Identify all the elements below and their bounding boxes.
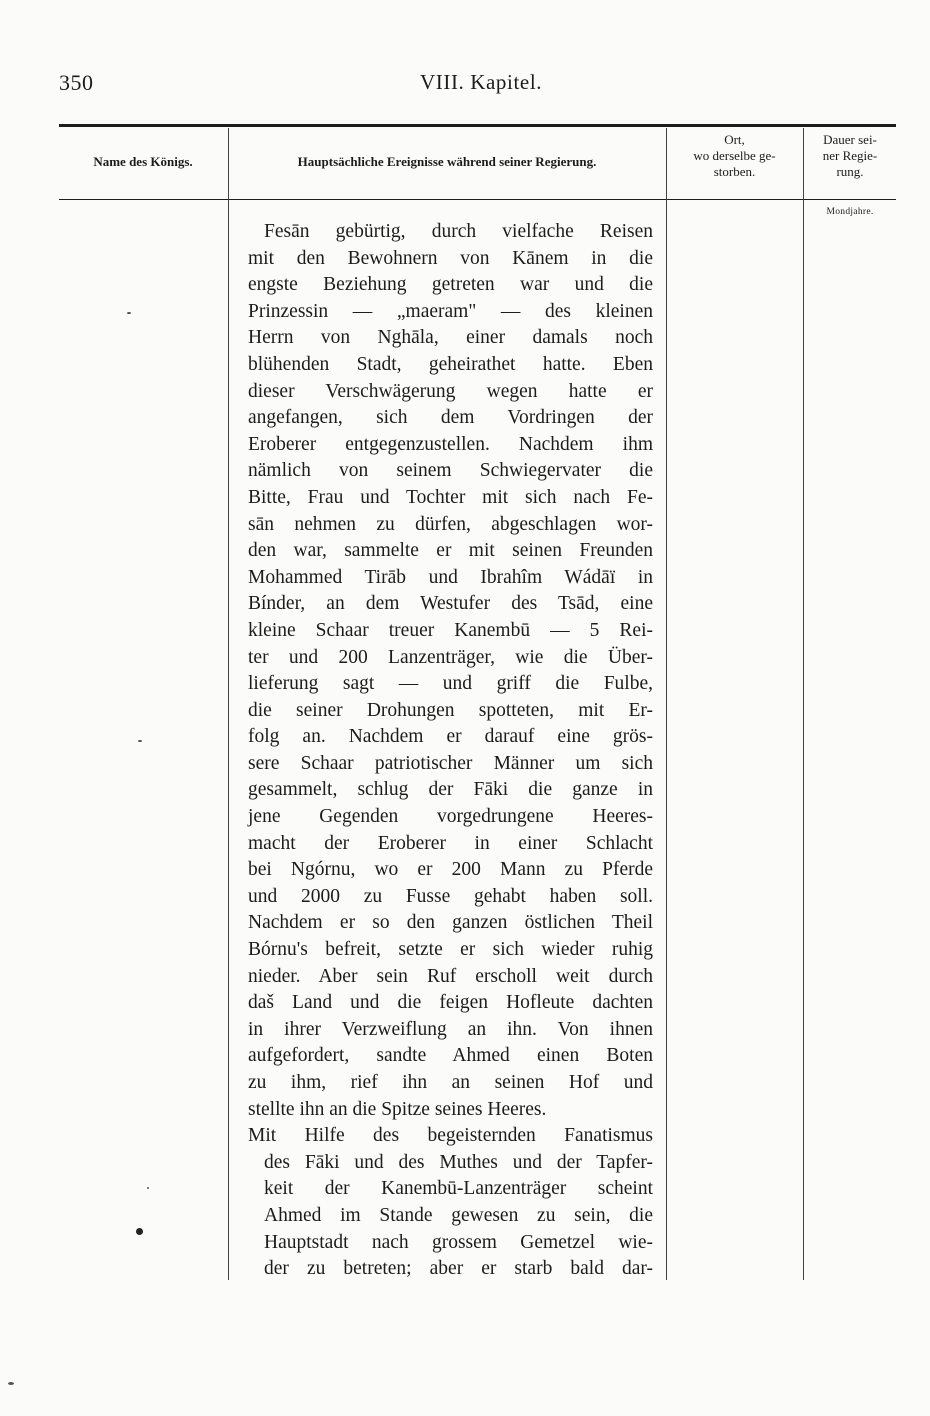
text-line: der zu betreten; aber er starb bald dar- [264, 1258, 653, 1280]
text-line: nämlich von seinem Schwiegervater die [248, 460, 653, 482]
text-line: blühenden Stadt, geheirathet hatte. Eben [248, 353, 653, 375]
column-header-place-of-death [667, 132, 802, 180]
text-line: macht der Eroberer in einer Schlacht [248, 832, 653, 854]
margin-speck [138, 740, 142, 742]
column-header-reign-duration [804, 132, 896, 180]
text-line: Bínder, an dem Westufer des Tsād, eine [248, 593, 653, 615]
text-line: Ahmed im Stande gewesen zu sein, die [264, 1204, 653, 1226]
text-line: Hauptstadt nach grossem Gemetzel wie- [264, 1231, 653, 1253]
column-header-duration-line-1: Dauer sei- [823, 132, 877, 147]
running-head: VIII. Kapitel. [420, 70, 543, 94]
text-line: den war, sammelte er mit seinen Freunden [248, 540, 653, 562]
text-line: aufgefordert, sandte Ahmed einen Boten [248, 1045, 653, 1067]
text-line: des Fāki und des Muthes und der Tapfer- [264, 1151, 653, 1173]
column-divider [803, 128, 804, 1280]
text-line: ter und 200 Lanzenträger, wie die Über- [248, 646, 653, 668]
text-line: die seiner Drohungen spotteten, mit Er- [248, 699, 653, 721]
margin-speck [136, 1228, 143, 1235]
table-top-rule [59, 124, 896, 127]
text-line: dieser Verschwägerung wegen hatte er [248, 380, 653, 402]
column-divider [666, 128, 667, 1280]
text-line: Mit Hilfe des begeisternden Fanatismus [248, 1125, 653, 1147]
column-divider [228, 128, 229, 1280]
text-line: sān nehmen zu dürfen, abgeschlagen wor- [248, 513, 653, 535]
text-line: Nachdem er so den ganzen östlichen Theil [248, 912, 653, 934]
table-header-rule [59, 199, 896, 200]
text-line: in ihrer Verzweiflung an ihn. Von ihnen [248, 1018, 653, 1040]
text-line: Eroberer entgegenzustellen. Nachdem ihm [248, 433, 653, 455]
margin-speck [147, 1187, 149, 1189]
text-line: angefangen, sich dem Vordringen der [248, 407, 653, 429]
page-number: 350 [59, 70, 94, 95]
text-line: keit der Kanembū-Lanzenträger scheint [264, 1178, 653, 1200]
column-header-place-line-2: wo derselbe ge- [693, 148, 776, 163]
text-line: nieder. Aber sein Ruf erscholl weit durch [248, 965, 653, 987]
text-line: Bórnu's befreit, setzte er sich wieder ruhig [248, 939, 653, 961]
text-line: zu ihm, rief ihn an seinen Hof und [248, 1072, 653, 1093]
text-line: engste Beziehung getreten war und die [248, 274, 653, 296]
text-line: kleine Schaar treuer Kanembū — 5 Rei- [248, 619, 653, 641]
events-text-block [248, 219, 653, 1283]
text-line: Bitte, Frau und Tochter mit sich nach Fe- [248, 486, 653, 508]
margin-speck [8, 1382, 14, 1385]
text-line: jene Gegenden vorgedrungene Heeres- [248, 806, 653, 828]
text-line: Mohammed Tirāb und Ibrahîm Wádāï in [248, 566, 653, 588]
text-line: und 2000 zu Fusse gehabt haben soll. [248, 885, 653, 907]
margin-speck [127, 312, 131, 314]
text-line: Herrn von Nghāla, einer damals noch [248, 327, 653, 349]
text-line: sere Schaar patriotischer Männer um sich [248, 752, 653, 774]
text-line: folg an. Nachdem er darauf eine grös- [248, 726, 653, 748]
column-header-place-line-3: storben. [713, 164, 756, 179]
text-line: mit den Bewohnern von Kānem in die [248, 247, 653, 269]
text-line: stellte ihn an die Spitze seines Heeres. [248, 1098, 547, 1120]
text-line: lieferung sagt — und griff die Fulbe, [248, 673, 653, 695]
column-header-place-line-1: Ort, [724, 132, 745, 147]
column-header-events: Hauptsächliche Ereignisse während seiner Regierung. [297, 154, 597, 169]
text-line: bei Ngórnu, wo er 200 Mann zu Pferde [248, 859, 653, 881]
text-line: daš Land und die feigen Hofleute dachten [248, 992, 653, 1014]
column-header-king-name: Name des Königs. [93, 154, 193, 169]
column-header-duration-line-2: ner Regie- [822, 148, 878, 163]
text-line: gesammelt, schlug der Fāki die ganze in [248, 779, 653, 801]
text-line: Fesān gebürtig, durch vielfache Reisen [264, 221, 653, 242]
unit-note: Mondjahre. [826, 207, 874, 217]
text-line: Prinzessin — „maeram" — des kleinen [248, 300, 653, 322]
column-header-duration-line-3: rung. [836, 164, 864, 179]
